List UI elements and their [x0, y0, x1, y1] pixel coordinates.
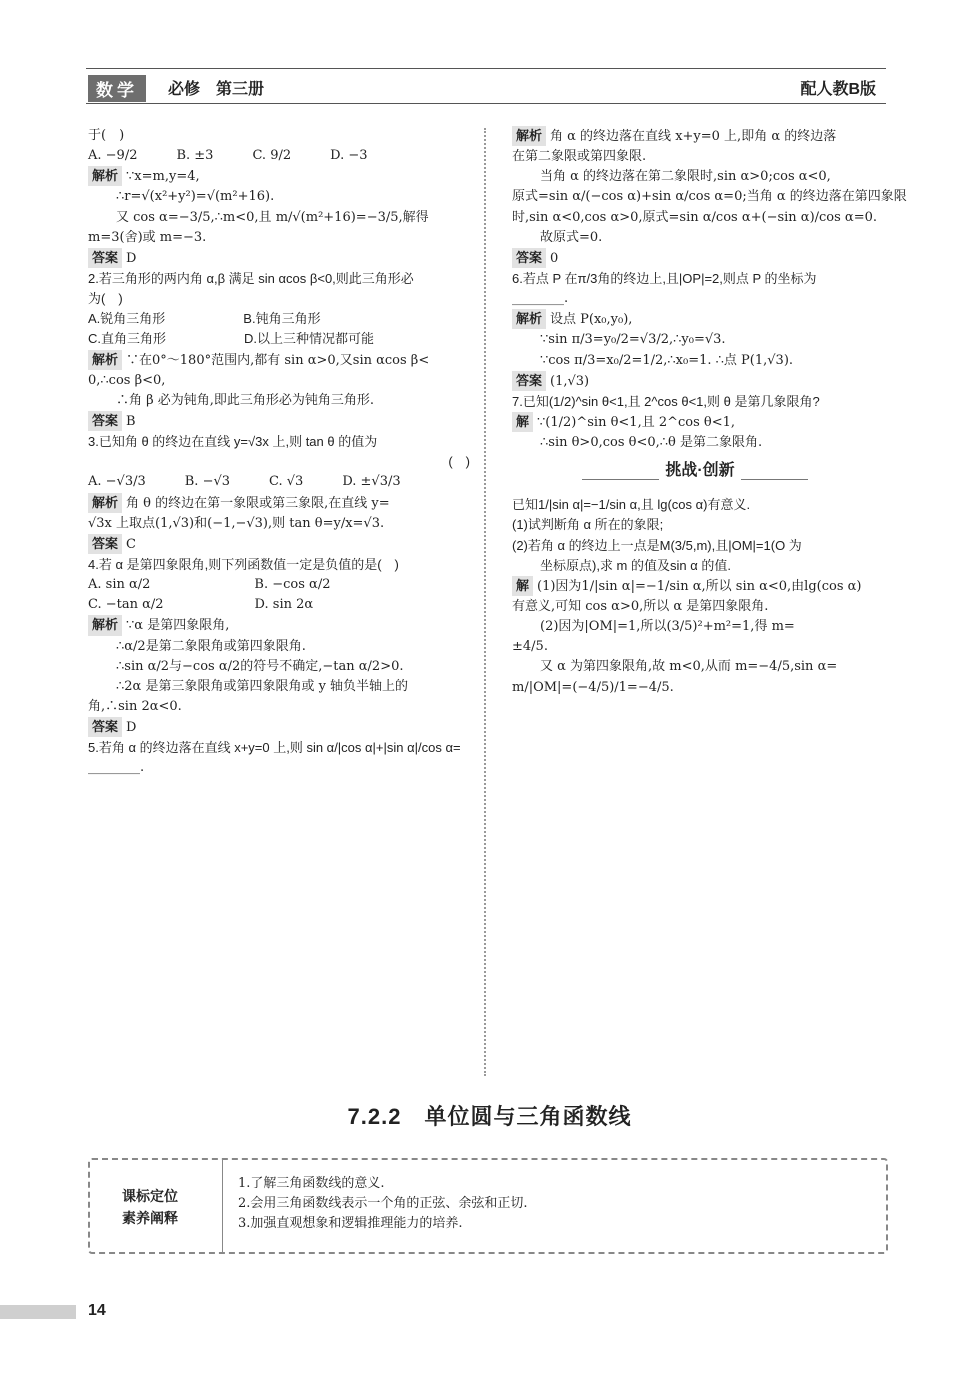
text-line: ∵cos π/3=x₀/2=1/2,∴x₀=1. ∴点 P(1,√3).: [540, 352, 794, 368]
text-line: m=3(舍)或 m=−3.: [88, 229, 207, 245]
page-header: [86, 68, 886, 104]
analysis-line: 解析 ∵α 是第四象限角,: [88, 615, 470, 636]
analysis-line: 解析 ∵x=m,y=4,: [88, 166, 470, 187]
question-3: 3.已知角 θ 的终边在直线 y=√3x 上,则 tan θ 的值为: [88, 434, 378, 450]
objectives-list: [238, 1174, 528, 1234]
text-line: 角,∴sin 2α<0.: [88, 698, 182, 714]
answer-line: 答案 (1,√3): [512, 371, 888, 392]
challenge-problem: 已知1/|sin α|=−1/sin α,且 lg(cos α)有意义.: [512, 497, 751, 513]
text-line: 当角 α 的终边落在第二象限时,sin α>0;cos α<0,: [540, 169, 831, 185]
objective-item: 2.会用三角函数线表示一个角的正弦、余弦和正切.: [238, 1196, 528, 1212]
text-line: 又 α 为第四象限角,故 m<0,从而 m=−4/5,sin α=: [540, 659, 838, 675]
analysis-line: 解析 角 α 的终边落在直线 x+y=0 上,即角 α 的终边落: [512, 126, 888, 147]
answer-line: 答案 0: [512, 248, 888, 269]
edition-label: 配人教B版: [800, 81, 876, 98]
text-line: 坐标原点),求 m 的值及sin α 的值.: [540, 557, 731, 573]
answer-line: 答案 D: [88, 248, 470, 269]
objective-item: 3.加强直观想象和逻辑推理能力的培养.: [238, 1216, 463, 1232]
label-tag: 解析: [88, 350, 122, 370]
options-line: C.直角三角形 D.以上三种情况都可能: [88, 331, 375, 347]
solution-line: 解 ∵(1/2)^sin θ<1,且 2^cos θ<1,: [512, 412, 888, 433]
answer-line: 答案 D: [88, 717, 470, 738]
answer-line: 答案 B: [88, 411, 470, 432]
label-tag: 解: [512, 412, 533, 432]
options-line: A.锐角三角形 B.钝角三角形: [88, 311, 321, 327]
label-tag: 解析: [512, 309, 546, 329]
label-tag: 答案: [88, 534, 122, 554]
question-7: 7.已知(1/2)^sin θ<1,且 2^cos θ<1,则 θ 是第几象限角?: [512, 393, 820, 409]
label-tag: 答案: [88, 248, 122, 268]
text-line: ( ): [448, 454, 470, 470]
challenge-title: 挑战·创新: [659, 459, 740, 484]
analysis-line: 解析 ∵在0°～180°范围内,都有 sin α>0,又sin αcos β<: [88, 350, 470, 371]
left-column: [88, 126, 470, 779]
question-4: 4.若 α 是第四象限角,则下列函数值一定是负值的是( ): [88, 556, 399, 572]
text-line: 为( ): [88, 291, 123, 307]
question-6: 6.若点 P 在π/3角的终边上,且|OP|=2,则点 P 的坐标为: [512, 270, 817, 286]
right-column: [512, 126, 907, 698]
objectives-label: [90, 1160, 223, 1252]
label-tag: 答案: [88, 411, 122, 431]
text-line: 故原式=0.: [540, 229, 603, 245]
text-line: ∴r=√(x²+y²)=√(m²+16).: [116, 189, 275, 205]
text-line: ±4/5.: [512, 639, 548, 655]
options-line: C. −tan α/2 D. sin 2α: [88, 597, 314, 613]
text-line: ∴角 β 必为钝角,即此三角形必为钝角三角形.: [116, 392, 375, 408]
text-line: ∴α/2是第二象限角或第四象限角.: [116, 638, 306, 654]
answer-line: 答案 C: [88, 534, 470, 555]
subject-label: 数学: [88, 75, 146, 102]
objective-item: 1.了解三角函数线的意义.: [238, 1176, 385, 1191]
column-divider: [484, 128, 486, 1076]
label-tag: 答案: [88, 717, 122, 737]
options-line: A. −√3/3 B. −√3 C. √3 D. ±√3/3: [88, 474, 401, 490]
analysis-line: 解析 设点 P(x₀,y₀),: [512, 309, 888, 330]
label-tag: 解: [512, 576, 533, 596]
blank-line: ________.: [512, 291, 569, 307]
text-line: 有意义,可知 cos α>0,所以 α 是第四象限角.: [512, 598, 769, 614]
solution-line: 解 (1)因为1/|sin α|=−1/sin α,所以 sin α<0,由lg(cos α): [512, 576, 888, 597]
challenge-banner: [512, 459, 888, 487]
text-line: (2)因为|OM|=1,所以(3/5)²+m²=1,得 m=: [540, 619, 795, 635]
text-line: ∵sin π/3=y₀/2=√3/2,∴y₀=√3.: [540, 332, 726, 348]
text-line: 0,∴cos β<0,: [88, 372, 166, 388]
objectives-box: [88, 1158, 888, 1254]
label-line-1: 课标定位: [122, 1188, 178, 1204]
text-line: ∴sin θ>0,cos θ<0,∴θ 是第二象限角.: [540, 435, 763, 451]
page-number-bar: [0, 1305, 76, 1319]
text-line: ∴2α 是第三象限角或第四象限角或 y 轴负半轴上的: [116, 678, 409, 694]
label-tag: 解析: [88, 615, 122, 635]
question-2: 2.若三角形的两内角 α,β 满足 sin αcos β<0,则此三角形必: [88, 270, 414, 286]
label-line-2: 素养阐释: [122, 1210, 178, 1226]
text-line: (1)试判断角 α 所在的象限;: [512, 517, 664, 533]
text-line: 在第二象限或第四象限.: [512, 149, 647, 165]
label-tag: 解析: [88, 166, 122, 186]
book-title: 必修 第三册: [168, 81, 265, 98]
analysis-line: 解析 角 θ 的终边在第一象限或第三象限,在直线 y=: [88, 493, 470, 514]
options-line: A. −9/2 B. ±3 C. 9/2 D. −3: [88, 148, 368, 164]
question-5: 5.若角 α 的终边落在直线 x+y=0 上,则 sin α/|cos α|+|sin α|/cos α=: [88, 740, 461, 756]
blank-line: ________.: [88, 760, 145, 776]
text-line: √3x 上取点(1,√3)和(−1,−√3),则 tan θ=y/x=√3.: [88, 515, 385, 531]
text-line: (2)若角 α 的终边上一点是M(3/5,m),且|OM|=1(O 为: [512, 537, 802, 553]
options-line: A. sin α/2 B. −cos α/2: [88, 577, 331, 593]
page-number: 14: [88, 1302, 106, 1319]
label-tag: 答案: [512, 371, 546, 391]
label-tag: 答案: [512, 248, 546, 268]
label-tag: 解析: [88, 493, 122, 513]
label-tag: 解析: [512, 126, 546, 146]
section-title: 7.2.2 单位圆与三角函数线: [347, 1104, 632, 1129]
text-line: 原式=sin α/(−cos α)+sin α/cos α=0;当角 α 的终边落在第四象限: [512, 189, 907, 205]
text-line: m/|OM|=(−4/5)/1=−4/5.: [512, 679, 674, 695]
text-line: 于( ): [88, 128, 125, 143]
text-line: 时,sin α<0,cos α>0,原式=sin α/cos α+(−sin α)/cos α=0.: [512, 209, 878, 225]
text-line: 又 cos α=−3/5,∴m<0,且 m/√(m²+16)=−3/5,解得: [116, 209, 429, 225]
text-line: ∴sin α/2与−cos α/2的符号不确定,−tan α/2>0.: [116, 658, 404, 674]
